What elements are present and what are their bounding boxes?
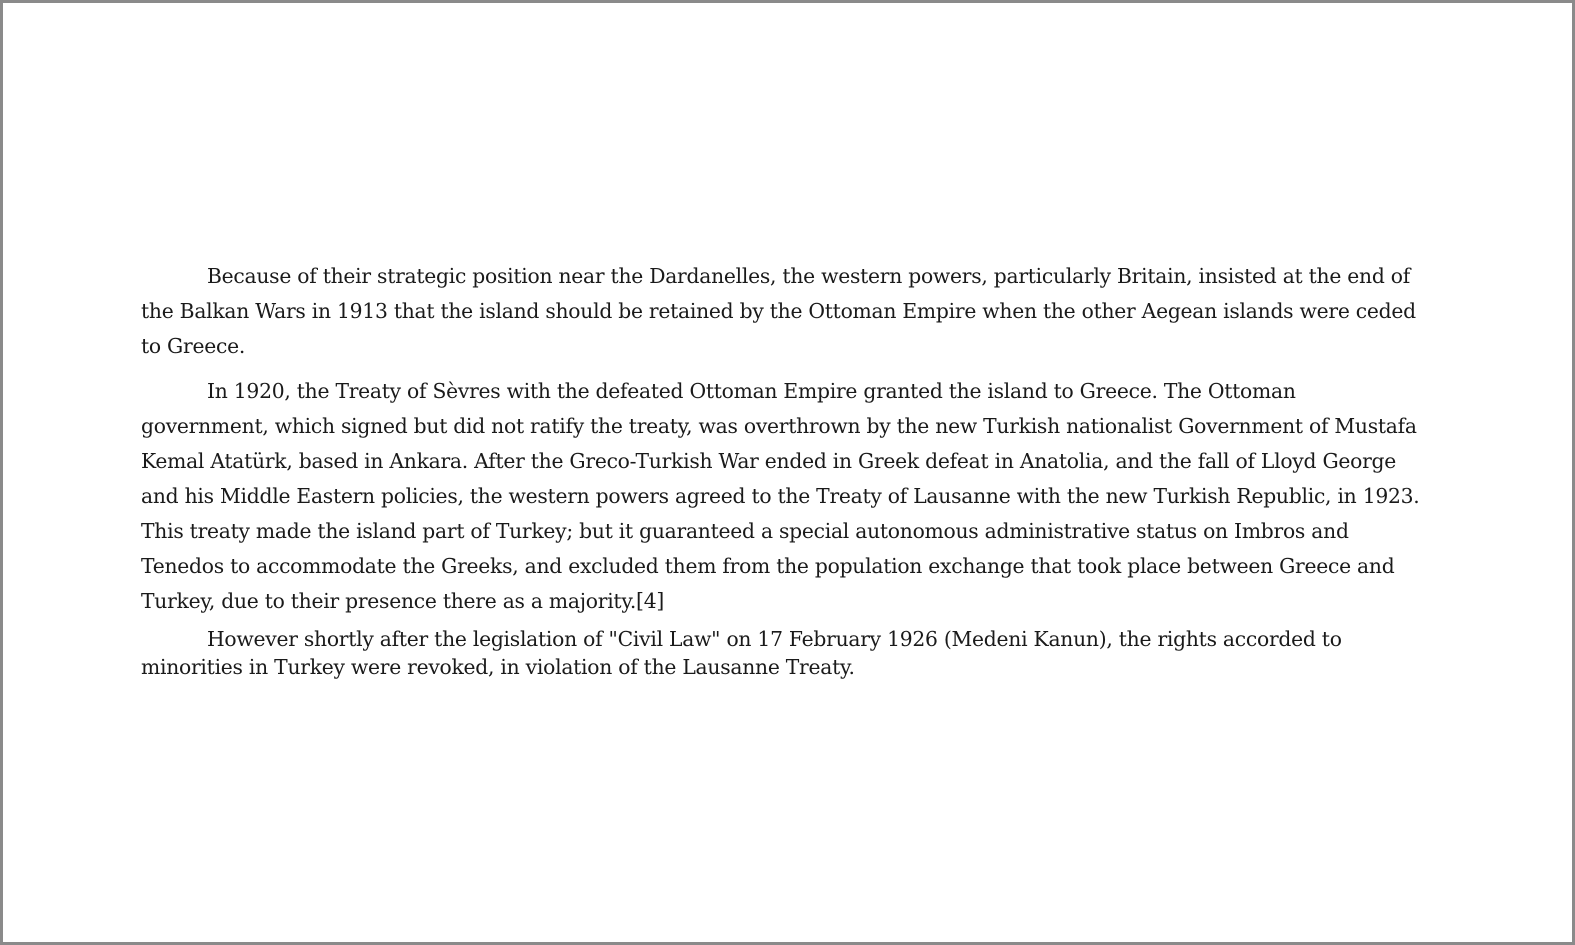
paragraph-2: In 1920, the Treaty of Sèvres with the defeated Ottoman Empire granted the island to Greece. The Ottoman government, which signed but did not ratify the treaty, was overthrown by the new Turkish nationalist Government of Mustafa Kemal Atatürk, based in Ankara. After the Greco-Turkish War ended in Greek defeat in Anatolia, and the fall of Lloyd George and his Middle Eastern policies, the western powers agreed to the Treaty of Lausanne with the new Turkish Republic, in 1923. This treaty made the island part of Turkey; but it guaranteed a special autonomous administrative status on Imbros and Tenedos to accommodate the Greeks, and excluded them from the population exchange that took place between Greece and Turkey, due to their presence there as a majority.[4] [141,379,1420,613]
paragraph-3: However shortly after the legislation of "Civil Law" on 17 February 1926 (Medeni Kanun), the rights accorded to minorities in Turkey were revoked, in violation of the Lausanne Treaty. [141,627,1342,679]
paragraph-1: Because of their strategic position near the Dardanelles, the western powers, particularly Britain, insisted at the end of the Balkan Wars in 1913 that the island should be retained by the Ottoman Empire when the other Aegean islands were ceded to Greece. [141,264,1416,358]
document-body [141,259,1426,681]
